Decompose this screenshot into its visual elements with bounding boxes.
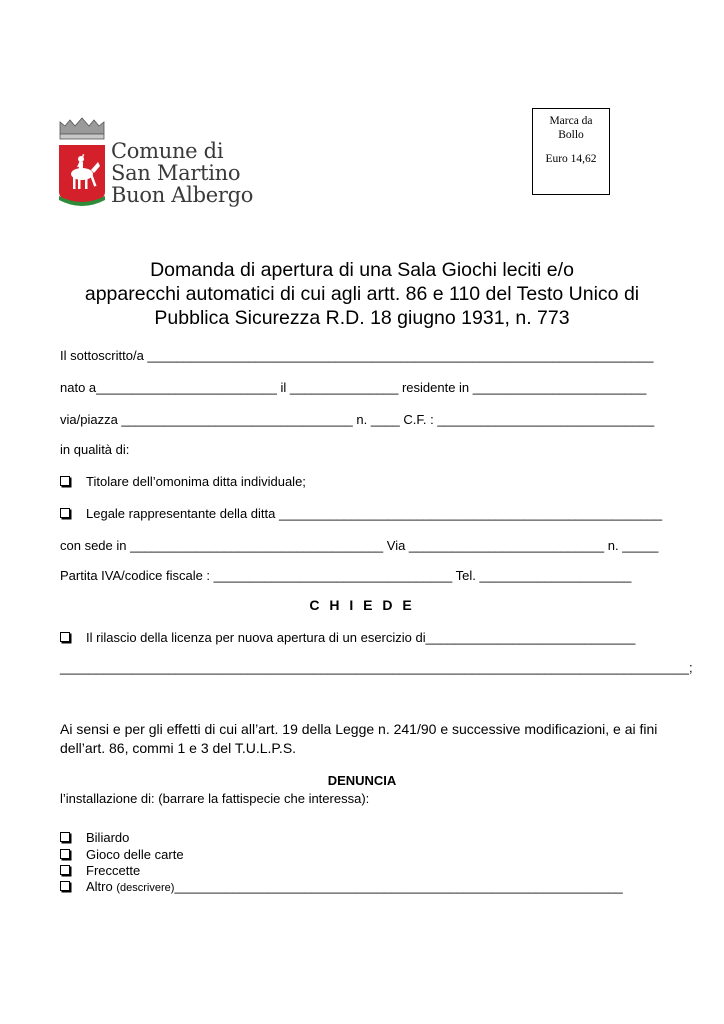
checkbox-icon[interactable] bbox=[60, 632, 70, 642]
freccette-label: Freccette bbox=[86, 863, 141, 878]
title-line-1: Domanda di apertura di una Sala Giochi leciti e/o bbox=[150, 259, 574, 281]
legale-label: Legale rappresentante della ditta _____________________________________________________ bbox=[86, 506, 663, 521]
comune-name bbox=[111, 140, 253, 206]
legal-paragraph: Ai sensi e per gli effetti di cui all’art. 19 della Legge n. 241/90 e successive modificazioni, e ai fini dell’art. 86, commi 1 e 3 del T.U.L.P.S. bbox=[60, 721, 658, 756]
titolare-label: Titolare dell’omonima ditta individuale; bbox=[86, 474, 306, 489]
checkbox-icon[interactable] bbox=[60, 832, 70, 842]
titolare-option[interactable] bbox=[60, 474, 306, 489]
checkbox-icon[interactable] bbox=[60, 508, 70, 518]
nato-residente-field[interactable]: nato a_________________________ il _______________ residente in ________________________ bbox=[60, 380, 647, 395]
partita-iva-field[interactable]: Partita IVA/codice fiscale : _________________________________ Tel. _____________________ bbox=[60, 568, 632, 583]
qualita-label: in qualità di: bbox=[60, 442, 130, 457]
altro-desc: (descrivere) bbox=[116, 882, 175, 894]
comune-line-3: Buon Albergo bbox=[111, 183, 254, 207]
via-cf-field[interactable]: via/piazza ________________________________ n. ____ C.F. : ______________________________ bbox=[60, 412, 655, 427]
altro-line[interactable]: ______________________________________________________________ bbox=[174, 879, 623, 894]
rilascio-label: Il rilascio della licenza per nuova apertura di un esercizio di_____________________________ bbox=[86, 630, 636, 645]
biliardo-label: Biliardo bbox=[86, 830, 130, 845]
option-altro[interactable] bbox=[60, 879, 623, 896]
denuncia-heading: DENUNCIA bbox=[327, 773, 397, 788]
coat-of-arms-icon bbox=[56, 112, 116, 212]
stamp-line-1: Marca da bbox=[549, 115, 593, 127]
rilascio-continuation-line[interactable]: _______________________________________________________________________________________; bbox=[60, 660, 693, 675]
checkbox-icon[interactable] bbox=[60, 881, 70, 891]
comune-line-1: Comune di bbox=[111, 139, 224, 163]
sede-field[interactable]: con sede in ___________________________________ Via ___________________________ n. _____ bbox=[60, 538, 659, 553]
title-line-3: Pubblica Sicurezza R.D. 18 giugno 1931, n. 773 bbox=[154, 307, 570, 329]
title-line-2: apparecchi automatici di cui agli artt. 86 e 110 del Testo Unico di bbox=[84, 283, 640, 305]
option-freccette[interactable] bbox=[60, 863, 140, 879]
chiede-heading: C H I E D E bbox=[309, 597, 415, 613]
comune-line-2: San Martino bbox=[111, 161, 241, 185]
stamp-line-2: Bollo bbox=[558, 129, 584, 141]
checkbox-icon[interactable] bbox=[60, 476, 70, 486]
option-carte[interactable] bbox=[60, 847, 184, 863]
document-title bbox=[62, 258, 662, 330]
rilascio-option[interactable] bbox=[60, 630, 635, 645]
sottoscritto-field[interactable]: Il sottoscritto/a ______________________________________________________________________ bbox=[60, 348, 654, 363]
checkbox-icon[interactable] bbox=[60, 865, 70, 875]
legale-option[interactable] bbox=[60, 506, 662, 521]
altro-label: Altro bbox=[86, 879, 113, 894]
option-biliardo[interactable] bbox=[60, 830, 129, 846]
checkbox-icon[interactable] bbox=[60, 849, 70, 859]
marca-da-bollo-box bbox=[532, 108, 610, 195]
stamp-price: Euro 14,62 bbox=[545, 153, 597, 165]
carte-label: Gioco delle carte bbox=[86, 847, 184, 862]
installazione-label: l’installazione di: (barrare la fattispecie che interessa): bbox=[60, 791, 370, 806]
